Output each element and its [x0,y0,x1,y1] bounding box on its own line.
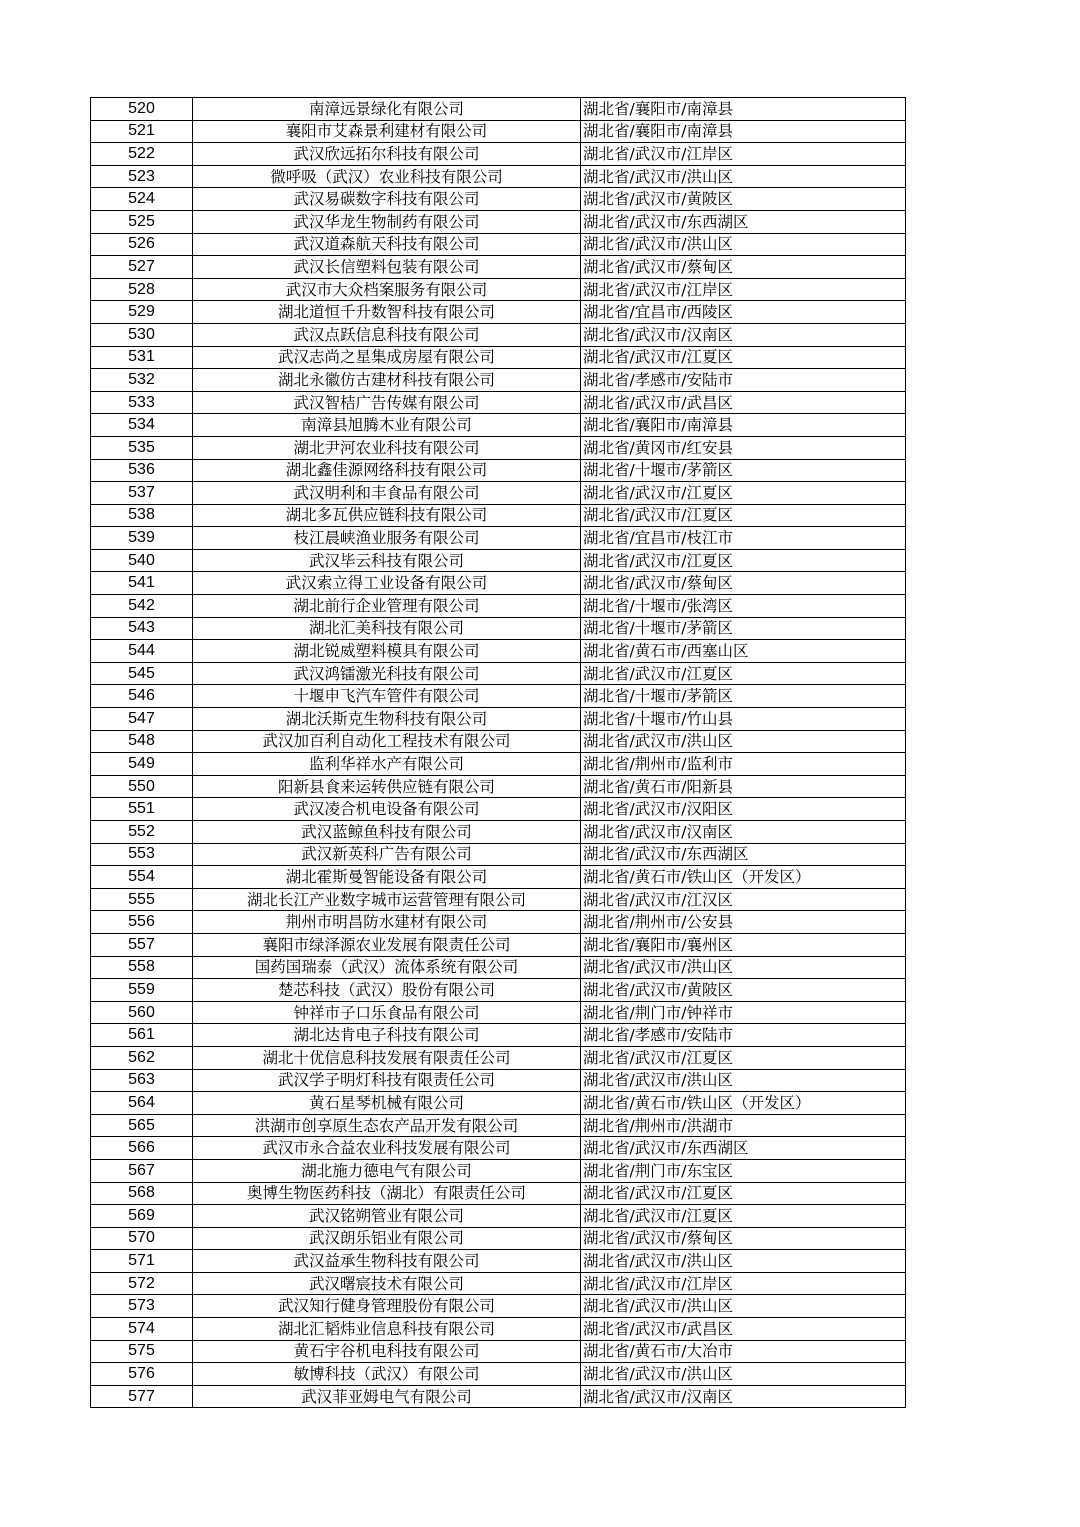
row-number-cell: 531 [91,346,193,369]
table-row [91,843,906,866]
region-cell: 湖北省/宜昌市/枝江市 [581,527,906,550]
table-row [91,1227,906,1250]
company-name-cell: 湖北前行企业管理有限公司 [193,595,581,618]
table-row [91,1001,906,1024]
table-row [91,482,906,505]
row-number-cell: 537 [91,482,193,505]
row-number-cell: 543 [91,617,193,640]
region-cell: 湖北省/武汉市/江夏区 [581,504,906,527]
table-row [91,1340,906,1363]
region-cell: 湖北省/武汉市/江夏区 [581,482,906,505]
row-number-cell: 527 [91,256,193,279]
company-name-cell: 武汉毕云科技有限公司 [193,549,581,572]
company-name-cell: 襄阳市艾森景利建材有限公司 [193,120,581,143]
row-number-cell: 548 [91,730,193,753]
row-number-cell: 557 [91,933,193,956]
table-row [91,866,906,889]
table-row [91,798,906,821]
table-row [91,436,906,459]
table-row [91,753,906,776]
company-name-cell: 敏博科技（武汉）有限公司 [193,1363,581,1386]
company-name-cell: 黄石宇谷机电科技有限公司 [193,1340,581,1363]
region-cell: 湖北省/武汉市/蔡甸区 [581,256,906,279]
table-row [91,210,906,233]
table-row [91,188,906,211]
table-row [91,256,906,279]
row-number-cell: 544 [91,640,193,663]
company-name-cell: 洪湖市创享原生态农产品开发有限公司 [193,1114,581,1137]
row-number-cell: 565 [91,1114,193,1137]
region-cell: 湖北省/武汉市/洪山区 [581,233,906,256]
company-name-cell: 武汉市永合益农业科技发展有限公司 [193,1137,581,1160]
row-number-cell: 533 [91,391,193,414]
row-number-cell: 562 [91,1046,193,1069]
table-row [91,346,906,369]
row-number-cell: 572 [91,1272,193,1295]
table-row [91,1205,906,1228]
table-row [91,233,906,256]
row-number-cell: 575 [91,1340,193,1363]
table-row [91,278,906,301]
row-number-cell: 551 [91,798,193,821]
region-cell: 湖北省/武汉市/黄陂区 [581,188,906,211]
row-number-cell: 525 [91,210,193,233]
row-number-cell: 564 [91,1092,193,1115]
company-name-cell: 武汉欣远拓尔科技有限公司 [193,143,581,166]
company-name-cell: 枝江晨峡渔业服务有限公司 [193,527,581,550]
company-name-cell: 湖北达肯电子科技有限公司 [193,1024,581,1047]
table-row [91,595,906,618]
table-row [91,301,906,324]
company-name-cell: 武汉学子明灯科技有限责任公司 [193,1069,581,1092]
region-cell: 湖北省/武汉市/江岸区 [581,143,906,166]
table-row [91,1069,906,1092]
company-name-cell: 湖北多瓦供应链科技有限公司 [193,504,581,527]
row-number-cell: 542 [91,595,193,618]
region-cell: 湖北省/武汉市/洪山区 [581,956,906,979]
company-name-cell: 奥博生物医药科技（湖北）有限责任公司 [193,1182,581,1205]
row-number-cell: 545 [91,662,193,685]
company-list-table [90,97,906,1408]
table-row [91,775,906,798]
row-number-cell: 553 [91,843,193,866]
region-cell: 湖北省/武汉市/江夏区 [581,1182,906,1205]
row-number-cell: 532 [91,369,193,392]
region-cell: 湖北省/武汉市/洪山区 [581,1250,906,1273]
row-number-cell: 534 [91,414,193,437]
region-cell: 湖北省/襄阳市/南漳县 [581,414,906,437]
company-name-cell: 武汉知行健身管理股份有限公司 [193,1295,581,1318]
table-row [91,1046,906,1069]
region-cell: 湖北省/武汉市/洪山区 [581,165,906,188]
company-name-cell: 武汉鸿镭激光科技有限公司 [193,662,581,685]
company-name-cell: 阳新县食来运转供应链有限公司 [193,775,581,798]
region-cell: 湖北省/武汉市/江夏区 [581,346,906,369]
table-row [91,459,906,482]
table-body [91,98,906,1408]
region-cell: 湖北省/宜昌市/西陵区 [581,301,906,324]
table-row [91,730,906,753]
company-name-cell: 武汉益承生物科技有限公司 [193,1250,581,1273]
row-number-cell: 547 [91,708,193,731]
row-number-cell: 554 [91,866,193,889]
row-number-cell: 571 [91,1250,193,1273]
region-cell: 湖北省/武汉市/洪山区 [581,1363,906,1386]
table-row [91,1250,906,1273]
region-cell: 湖北省/武汉市/洪山区 [581,730,906,753]
region-cell: 湖北省/黄石市/西塞山区 [581,640,906,663]
region-cell: 湖北省/武汉市/江岸区 [581,1272,906,1295]
company-name-cell: 湖北道恒千升数智科技有限公司 [193,301,581,324]
row-number-cell: 536 [91,459,193,482]
company-name-cell: 湖北十优信息科技发展有限责任公司 [193,1046,581,1069]
table-row [91,640,906,663]
row-number-cell: 555 [91,888,193,911]
company-name-cell: 钟祥市子口乐食品有限公司 [193,1001,581,1024]
row-number-cell: 574 [91,1318,193,1341]
table-row [91,504,906,527]
company-name-cell: 武汉加百利自动化工程技术有限公司 [193,730,581,753]
row-number-cell: 540 [91,549,193,572]
company-name-cell: 监利华祥水产有限公司 [193,753,581,776]
row-number-cell: 530 [91,323,193,346]
table-row [91,1318,906,1341]
region-cell: 湖北省/十堰市/竹山县 [581,708,906,731]
table-row [91,911,906,934]
company-name-cell: 武汉新英科广告有限公司 [193,843,581,866]
row-number-cell: 549 [91,753,193,776]
table-row [91,549,906,572]
row-number-cell: 523 [91,165,193,188]
region-cell: 湖北省/荆门市/钟祥市 [581,1001,906,1024]
row-number-cell: 539 [91,527,193,550]
row-number-cell: 526 [91,233,193,256]
table-row [91,888,906,911]
table-row [91,1159,906,1182]
table-row [91,662,906,685]
company-name-cell: 武汉铭朔管业有限公司 [193,1205,581,1228]
region-cell: 湖北省/武汉市/蔡甸区 [581,572,906,595]
company-name-cell: 黄石星琴机械有限公司 [193,1092,581,1115]
table-row [91,527,906,550]
table-row [91,1114,906,1137]
region-cell: 湖北省/武汉市/汉南区 [581,323,906,346]
company-name-cell: 武汉凌合机电设备有限公司 [193,798,581,821]
region-cell: 湖北省/荆州市/监利市 [581,753,906,776]
row-number-cell: 567 [91,1159,193,1182]
row-number-cell: 573 [91,1295,193,1318]
region-cell: 湖北省/武汉市/武昌区 [581,391,906,414]
table-row [91,617,906,640]
table-row [91,572,906,595]
region-cell: 湖北省/黄石市/大冶市 [581,1340,906,1363]
company-name-cell: 武汉易碳数字科技有限公司 [193,188,581,211]
company-name-cell: 湖北尹河农业科技有限公司 [193,436,581,459]
company-name-cell: 湖北汇美科技有限公司 [193,617,581,640]
row-number-cell: 577 [91,1385,193,1408]
row-number-cell: 546 [91,685,193,708]
row-number-cell: 570 [91,1227,193,1250]
region-cell: 湖北省/武汉市/汉南区 [581,821,906,844]
table-row [91,1295,906,1318]
region-cell: 湖北省/孝感市/安陆市 [581,1024,906,1047]
region-cell: 湖北省/襄阳市/襄州区 [581,933,906,956]
region-cell: 湖北省/十堰市/张湾区 [581,595,906,618]
region-cell: 湖北省/武汉市/江夏区 [581,662,906,685]
company-name-cell: 十堰申飞汽车管件有限公司 [193,685,581,708]
table-row [91,1182,906,1205]
table-row [91,821,906,844]
company-name-cell: 武汉索立得工业设备有限公司 [193,572,581,595]
table-row [91,143,906,166]
region-cell: 湖北省/武汉市/洪山区 [581,1069,906,1092]
region-cell: 湖北省/武汉市/江岸区 [581,278,906,301]
region-cell: 湖北省/武汉市/东西湖区 [581,843,906,866]
company-name-cell: 湖北霍斯曼智能设备有限公司 [193,866,581,889]
row-number-cell: 560 [91,1001,193,1024]
company-name-cell: 湖北汇韬炜业信息科技有限公司 [193,1318,581,1341]
row-number-cell: 556 [91,911,193,934]
table-row [91,414,906,437]
region-cell: 湖北省/武汉市/东西湖区 [581,1137,906,1160]
region-cell: 湖北省/武汉市/江夏区 [581,549,906,572]
company-name-cell: 武汉智桔广告传媒有限公司 [193,391,581,414]
company-name-cell: 武汉道森航天科技有限公司 [193,233,581,256]
company-name-cell: 南漳远景绿化有限公司 [193,98,581,121]
company-name-cell: 国药国瑞泰（武汉）流体系统有限公司 [193,956,581,979]
row-number-cell: 535 [91,436,193,459]
region-cell: 湖北省/黄石市/铁山区（开发区） [581,1092,906,1115]
region-cell: 湖北省/武汉市/汉阳区 [581,798,906,821]
table-row [91,1385,906,1408]
company-name-cell: 武汉点跃信息科技有限公司 [193,323,581,346]
row-number-cell: 528 [91,278,193,301]
region-cell: 湖北省/十堰市/茅箭区 [581,459,906,482]
row-number-cell: 559 [91,979,193,1002]
company-name-cell: 微呼吸（武汉）农业科技有限公司 [193,165,581,188]
company-name-cell: 楚芯科技（武汉）股份有限公司 [193,979,581,1002]
table-row [91,956,906,979]
company-name-cell: 湖北鑫佳源网络科技有限公司 [193,459,581,482]
company-name-cell: 襄阳市绿泽源农业发展有限责任公司 [193,933,581,956]
region-cell: 湖北省/武汉市/江夏区 [581,1046,906,1069]
company-name-cell: 湖北锐威塑料模具有限公司 [193,640,581,663]
table-row [91,685,906,708]
region-cell: 湖北省/孝感市/安陆市 [581,369,906,392]
row-number-cell: 561 [91,1024,193,1047]
row-number-cell: 568 [91,1182,193,1205]
region-cell: 湖北省/武汉市/洪山区 [581,1295,906,1318]
row-number-cell: 566 [91,1137,193,1160]
company-name-cell: 武汉志尚之星集成房屋有限公司 [193,346,581,369]
company-name-cell: 湖北永徽仿古建材科技有限公司 [193,369,581,392]
company-name-cell: 湖北施力德电气有限公司 [193,1159,581,1182]
company-name-cell: 湖北沃斯克生物科技有限公司 [193,708,581,731]
row-number-cell: 520 [91,98,193,121]
table-row [91,1137,906,1160]
table-row [91,120,906,143]
table-row [91,165,906,188]
company-name-cell: 武汉华龙生物制药有限公司 [193,210,581,233]
row-number-cell: 524 [91,188,193,211]
table-row [91,933,906,956]
region-cell: 湖北省/襄阳市/南漳县 [581,98,906,121]
region-cell: 湖北省/武汉市/江汉区 [581,888,906,911]
row-number-cell: 569 [91,1205,193,1228]
company-name-cell: 武汉明利和丰食品有限公司 [193,482,581,505]
region-cell: 湖北省/武汉市/东西湖区 [581,210,906,233]
row-number-cell: 550 [91,775,193,798]
row-number-cell: 521 [91,120,193,143]
region-cell: 湖北省/武汉市/汉南区 [581,1385,906,1408]
row-number-cell: 538 [91,504,193,527]
region-cell: 湖北省/荆州市/公安县 [581,911,906,934]
row-number-cell: 563 [91,1069,193,1092]
region-cell: 湖北省/黄冈市/红安县 [581,436,906,459]
table-row [91,1363,906,1386]
region-cell: 湖北省/黄石市/阳新县 [581,775,906,798]
region-cell: 湖北省/黄石市/铁山区（开发区） [581,866,906,889]
company-name-cell: 武汉蓝鲸鱼科技有限公司 [193,821,581,844]
region-cell: 湖北省/十堰市/茅箭区 [581,685,906,708]
table-row [91,323,906,346]
company-name-cell: 武汉朗乐铝业有限公司 [193,1227,581,1250]
region-cell: 湖北省/襄阳市/南漳县 [581,120,906,143]
region-cell: 湖北省/荆门市/东宝区 [581,1159,906,1182]
row-number-cell: 529 [91,301,193,324]
company-name-cell: 武汉菲亚姆电气有限公司 [193,1385,581,1408]
company-name-cell: 荆州市明昌防水建材有限公司 [193,911,581,934]
row-number-cell: 541 [91,572,193,595]
row-number-cell: 552 [91,821,193,844]
company-name-cell: 武汉长信塑料包装有限公司 [193,256,581,279]
row-number-cell: 558 [91,956,193,979]
region-cell: 湖北省/荆州市/洪湖市 [581,1114,906,1137]
company-name-cell: 湖北长江产业数字城市运营管理有限公司 [193,888,581,911]
company-name-cell: 武汉曙宸技术有限公司 [193,1272,581,1295]
table-row [91,391,906,414]
row-number-cell: 522 [91,143,193,166]
table-row [91,1024,906,1047]
table-row [91,1092,906,1115]
table-row [91,708,906,731]
table-row [91,98,906,121]
table-row [91,1272,906,1295]
company-name-cell: 武汉市大众档案服务有限公司 [193,278,581,301]
region-cell: 湖北省/武汉市/蔡甸区 [581,1227,906,1250]
region-cell: 湖北省/武汉市/黄陂区 [581,979,906,1002]
region-cell: 湖北省/武汉市/武昌区 [581,1318,906,1341]
region-cell: 湖北省/武汉市/江夏区 [581,1205,906,1228]
company-name-cell: 南漳县旭腾木业有限公司 [193,414,581,437]
region-cell: 湖北省/十堰市/茅箭区 [581,617,906,640]
table-row [91,369,906,392]
row-number-cell: 576 [91,1363,193,1386]
table-row [91,979,906,1002]
